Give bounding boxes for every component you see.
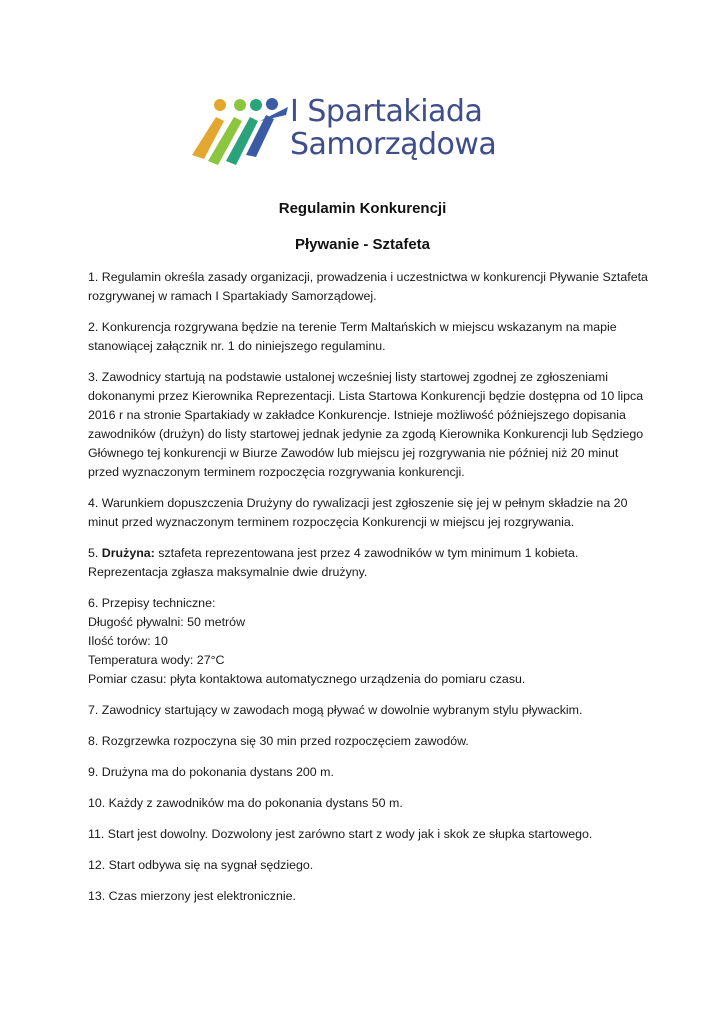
paragraph-2: 2. Konkurencja rozgrywana będzie na terenie Term Maltańskich w miejscu wskazanym na mapie stanowiącej załącznik nr. 1 do niniejszego regulaminu. bbox=[88, 320, 617, 353]
document-title: Regulamin Konkurencji bbox=[278, 200, 447, 217]
logo-line-2: Samorządowa bbox=[290, 127, 497, 162]
paragraph-4: 4. Warunkiem dopuszczenia Drużyny do rywalizacji jest zgłoszenie się jej w pełnym składzie na 20 minut przed wyznaczonym terminem rozpoczęcia Konkurencji w miejscu jej rozgrywania. bbox=[88, 496, 628, 529]
paragraph-10: 10. Każdy z zawodników ma do pokonania dystans 50 m. bbox=[88, 796, 403, 810]
document-subtitle: Pływanie - Sztafeta bbox=[294, 236, 431, 253]
paragraph-13: 13. Czas mierzony jest elektronicznie. bbox=[88, 889, 296, 903]
spartakiada-logo bbox=[190, 95, 520, 170]
pool-length: Długość pływalni: 50 metrów bbox=[88, 615, 246, 629]
paragraph-7: 7. Zawodnicy startujący w zawodach mogą pływać w dowolnie wybranym stylu pływackim. bbox=[88, 703, 583, 717]
water-temperature: Temperatura wody: 27°C bbox=[88, 653, 225, 667]
paragraph-5-text: sztafeta reprezentowana jest przez 4 zawodników w tym minimum 1 kobieta. Reprezentacja zgłasza maksymalnie dwie drużyny. bbox=[88, 546, 579, 579]
paragraph-6-technical-rules bbox=[88, 594, 648, 689]
logo-line-1: I Spartakiada bbox=[290, 94, 483, 129]
athletes-logo-icon bbox=[190, 95, 290, 170]
paragraph-5-number: 5. bbox=[88, 546, 102, 560]
paragraph-9: 9. Drużyna ma do pokonania dystans 200 m. bbox=[88, 765, 334, 779]
paragraph-12: 12. Start odbywa się na sygnał sędziego. bbox=[88, 858, 314, 872]
timing-method: Pomiar czasu: płyta kontaktowa automatycznego urządzenia do pomiaru czasu. bbox=[88, 672, 526, 686]
technical-rules-heading: 6. Przepisy techniczne: bbox=[88, 596, 216, 610]
regulations-body bbox=[88, 268, 648, 918]
paragraph-8: 8. Rozgrzewka rozpoczyna się 30 min przed rozpoczęciem zawodów. bbox=[88, 734, 469, 748]
paragraph-1: 1. Regulamin określa zasady organizacji, prowadzenia i uczestnictwa w konkurencji Pływanie Sztafeta rozgrywanej w ramach I Spartakiady Samorządowej. bbox=[88, 270, 648, 303]
lane-count: Ilość torów: 10 bbox=[88, 634, 168, 648]
paragraph-11: 11. Start jest dowolny. Dozwolony jest zarówno start z wody jak i skok ze słupka startowego. bbox=[88, 827, 593, 841]
paragraph-5 bbox=[88, 544, 648, 582]
paragraph-5-bold-label: Drużyna: bbox=[101, 546, 155, 560]
paragraph-3: 3. Zawodnicy startują na podstawie ustalonej wcześniej listy startowej zgodnej ze zgłoszeniami dokonanymi przez Kierownika Reprezentacji. Lista Startowa Konkurencji będzie dostępna od 10 lipca 2016 r na stronie Spartakiady w zakładce Konkurencje. Istnieje możliwość późniejszego dopisania zawodników (drużyn) do listy startowej jednak jedynie za zgodą Kierownika Konkurencji lub Sędziego Głównego tej konkurencji w Biurze Zawodów lub miejscu jej rozgrywania nie później niż 20 minut przed wyznaczonym terminem rozpoczęcia rozgrywania konkurencji. bbox=[88, 370, 644, 479]
